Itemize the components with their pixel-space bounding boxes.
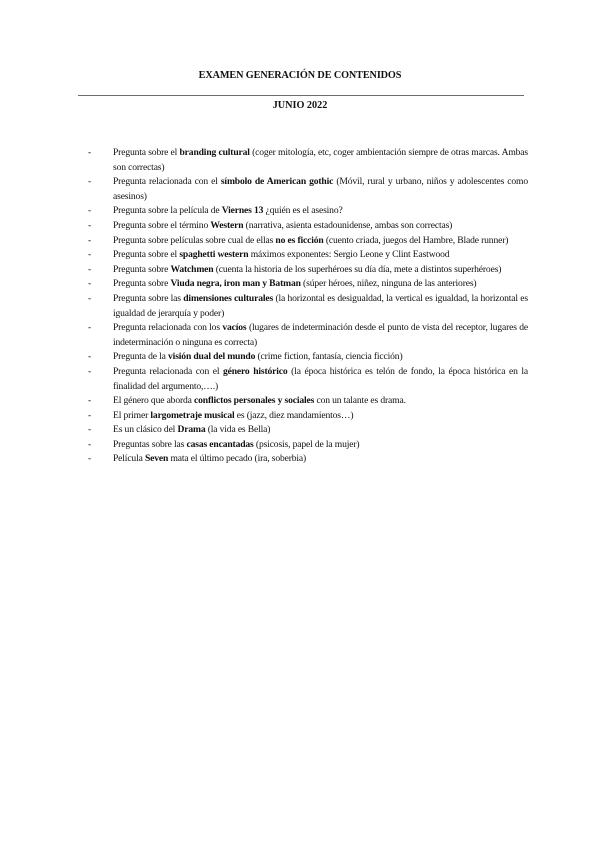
list-item-text: [113, 409, 528, 424]
bullet-dash: -: [88, 438, 92, 450]
list-item: [88, 204, 528, 219]
bullet-dash: -: [88, 147, 92, 158]
bold-keyword: conflictos personales y sociales: [194, 395, 315, 407]
bullet-dash: -: [88, 278, 92, 290]
text-segment: mata el último pecado (ira, soberbia): [168, 453, 307, 465]
text-segment: El primer: [113, 409, 151, 421]
list-item-text: [113, 175, 528, 204]
text-segment: (Móvil, rural y urbano, niños y adolescentes como asesinos): [113, 176, 529, 202]
document-title: EXAMEN GENERACIÓN DE CONTENIDOS: [198, 70, 402, 81]
bold-keyword: branding cultural: [179, 147, 250, 158]
list-item: [88, 365, 528, 394]
text-segment: Pregunta sobre el: [113, 249, 180, 261]
list-item-text: [113, 321, 528, 350]
text-segment: Pregunta sobre el término: [113, 219, 211, 231]
list-item: [88, 321, 528, 350]
text-segment: Pregunta sobre la película de: [113, 205, 222, 217]
bullet-dash: -: [88, 351, 92, 363]
list-item-text: [113, 452, 528, 467]
bold-keyword: vacíos: [222, 322, 247, 334]
bullet-dash: -: [88, 409, 92, 421]
bullet-dash: -: [88, 424, 92, 436]
document-subtitle: JUNIO 2022: [272, 100, 328, 111]
text-segment: Pregunta sobre: [113, 278, 171, 290]
list-item-text: [113, 292, 528, 321]
bold-keyword: símbolo de American gothic: [220, 176, 334, 188]
bold-keyword: Viernes 13: [221, 205, 264, 217]
bullet-dash: -: [88, 322, 92, 334]
bold-keyword: Viuda negra, iron man y Batman: [170, 278, 301, 290]
list-item-text: [113, 219, 528, 234]
text-segment: Pregunta sobre las: [113, 292, 184, 304]
bold-keyword: Seven: [144, 453, 169, 465]
bold-keyword: Watchmen: [170, 263, 214, 275]
list-item-text: [113, 394, 528, 409]
list-item: [88, 438, 528, 453]
text-segment: (psicosis, papel de la mujer): [253, 438, 360, 450]
bullet-dash: -: [88, 365, 92, 377]
bold-keyword: género histórico: [222, 365, 288, 377]
bold-keyword: spaghetti western: [179, 249, 249, 261]
text-segment: Pregunta sobre películas sobre cual de ellas: [113, 234, 276, 246]
text-segment: Preguntas sobre las: [113, 438, 187, 450]
list-item: [88, 146, 528, 175]
text-segment: (la vida es Bella): [205, 424, 271, 436]
text-segment: (súper héroes, niñez, ninguna de las anteriores): [300, 278, 477, 290]
list-item: [88, 248, 528, 263]
text-segment: (coger mitología, etc, coger ambientación siempre de otras marcas. Ambas son correctas): [113, 147, 529, 173]
bold-keyword: no es ficción: [275, 234, 324, 246]
list-item: [88, 219, 528, 234]
text-segment: máximos exponentes: Sergio Leone y Clint Eastwood: [248, 249, 450, 261]
text-segment: (crime fiction, fantasía, ciencia ficción): [255, 351, 403, 363]
text-segment: Pregunta de la: [113, 351, 169, 363]
list-item: [88, 452, 528, 467]
bullet-dash: -: [88, 453, 92, 465]
list-item-text: [113, 204, 528, 219]
list-item-text: [113, 248, 528, 263]
list-item-text: [113, 146, 528, 175]
bullet-dash: -: [88, 176, 92, 188]
list-item: [88, 409, 528, 424]
bullet-dash: -: [88, 292, 92, 304]
bullet-dash: -: [88, 263, 92, 275]
list-item-text: [113, 234, 528, 249]
bold-keyword: Western: [210, 219, 244, 231]
list-item-text: [113, 423, 528, 438]
question-list: [88, 146, 528, 467]
text-segment: El género que aborda: [113, 395, 195, 407]
text-segment: (narrativa, asienta estadounidense, ambas son correctas): [243, 219, 453, 231]
list-item: [88, 350, 528, 365]
bullet-dash: -: [88, 205, 92, 217]
list-item: [88, 394, 528, 409]
bullet-dash: -: [88, 395, 92, 407]
list-item: [88, 234, 528, 249]
bold-keyword: casas encantadas: [186, 438, 254, 450]
list-item: [88, 277, 528, 292]
list-item-text: [113, 438, 528, 453]
text-segment: (lugares de indeterminación desde el punto de vista del receptor, lugares de indeterminación o ninguna es correcta): [113, 322, 528, 348]
text-segment: Pregunta sobre: [113, 263, 171, 275]
bullet-dash: -: [88, 219, 92, 231]
bold-keyword: Drama: [177, 424, 206, 436]
text-segment: (cuenta la historia de los superhéroes su día día, mete a distintos superhéroes): [213, 263, 502, 275]
text-segment: Pregunta relacionada con el: [113, 176, 221, 188]
text-segment: (la horizontal es desigualdad, la vertical es igualdad, la horizontal es igualdad de jerarquía y poder): [113, 292, 528, 319]
text-segment: ¿quién es el asesino?: [263, 205, 343, 217]
text-segment: Pregunta relacionada con los: [113, 322, 223, 334]
list-item: [88, 292, 528, 321]
text-segment: es (jazz, diez mandamientos…): [234, 409, 354, 421]
list-item-text: [113, 365, 528, 394]
list-item: [88, 423, 528, 438]
bullet-dash: -: [88, 234, 92, 246]
text-segment: (cuento criada, juegos del Hambre, Blade runner): [323, 234, 509, 246]
text-segment: Pregunta relacionada con el: [113, 365, 223, 377]
bold-keyword: dimensiones culturales: [183, 292, 274, 304]
text-segment: Película: [113, 453, 145, 465]
bullet-dash: -: [88, 249, 92, 261]
text-segment: (la época histórica es telón de fondo, la época histórica en la finalidad del argumento,….): [113, 365, 528, 392]
header-divider: [78, 95, 524, 96]
bold-keyword: visión dual del mundo: [168, 351, 256, 363]
bold-keyword: largometraje musical: [150, 409, 235, 421]
text-segment: con un talante es drama.: [314, 395, 406, 407]
list-item-text: [113, 350, 528, 365]
text-segment: Pregunta sobre el: [113, 147, 180, 158]
list-item-text: [113, 263, 528, 278]
list-item: [88, 263, 528, 278]
list-item: [88, 175, 528, 204]
text-segment: Es un clásico del: [113, 424, 178, 436]
list-item-text: [113, 277, 528, 292]
